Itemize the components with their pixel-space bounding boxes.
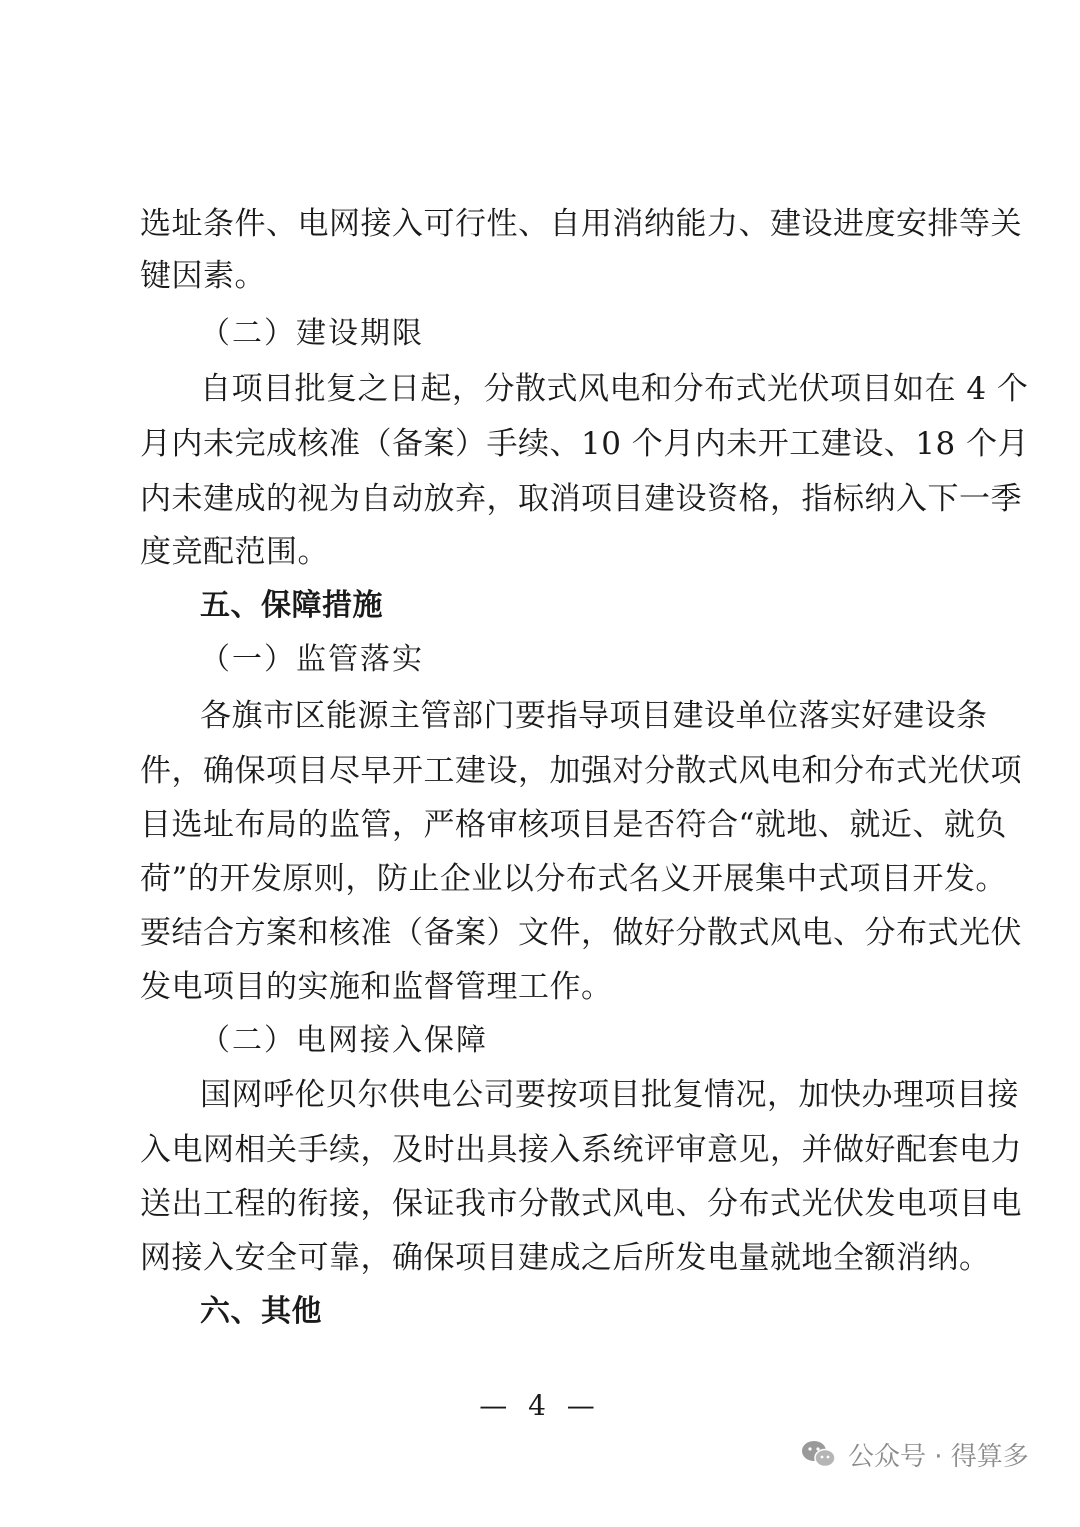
paragraph-line: 内未建成的视为自动放弃，取消项目建设资格，指标纳入下一季 <box>140 481 1022 517</box>
subsection-title: （一）监管落实 <box>200 642 424 677</box>
paragraph-line: 键因素。 <box>140 258 266 294</box>
paragraph-line: 月内未完成核准（备案）手续、10 个月内未开工建设、18 个月 <box>140 426 1030 462</box>
subsection-title: （二）建设期限 <box>200 316 424 351</box>
paragraph-line: 目选址布局的监管，严格审核项目是否符合“就地、就近、就负 <box>140 807 1007 843</box>
paragraph-line: 自项目批复之日起，分散式风电和分布式光伏项目如在 4 个 <box>200 371 1029 407</box>
paragraph-line: 国网呼伦贝尔供电公司要按项目批复情况，加快办理项目接 <box>200 1077 1019 1113</box>
paragraph-line: 网接入安全可靠，确保项目建成之后所发电量就地全额消纳。 <box>140 1240 991 1276</box>
paragraph-line: 送出工程的衔接，保证我市分散式风电、分布式光伏发电项目电 <box>140 1186 1022 1222</box>
paragraph-line: 各旗市区能源主管部门要指导项目建设单位落实好建设条 <box>200 698 988 734</box>
wechat-icon <box>800 1438 838 1470</box>
paragraph-line: 选址条件、电网接入可行性、自用消纳能力、建设进度安排等关 <box>140 206 1022 242</box>
paragraph-line: 件，确保项目尽早开工建设，加强对分散式风电和分布式光伏项 <box>140 753 1022 789</box>
paragraph-line: 发电项目的实施和监督管理工作。 <box>140 969 613 1005</box>
paragraph-line: 入电网相关手续，及时出具接入系统评审意见，并做好配套电力 <box>140 1132 1022 1168</box>
paragraph-line: 要结合方案和核准（备案）文件，做好分散式风电、分布式光伏 <box>140 915 1022 951</box>
section-title: 五、保障措施 <box>200 588 383 623</box>
watermark-text: 公众号 · 得算多 <box>848 1441 1029 1472</box>
page-number: — 4 — <box>479 1389 601 1422</box>
section-title: 六、其他 <box>200 1294 322 1329</box>
watermark <box>800 1430 1029 1478</box>
subsection-title: （二）电网接入保障 <box>200 1023 488 1058</box>
paragraph-line: 度竞配范围。 <box>140 534 329 570</box>
paragraph-line: 荷”的开发原则，防止企业以分布式名义开展集中式项目开发。 <box>140 861 1007 897</box>
